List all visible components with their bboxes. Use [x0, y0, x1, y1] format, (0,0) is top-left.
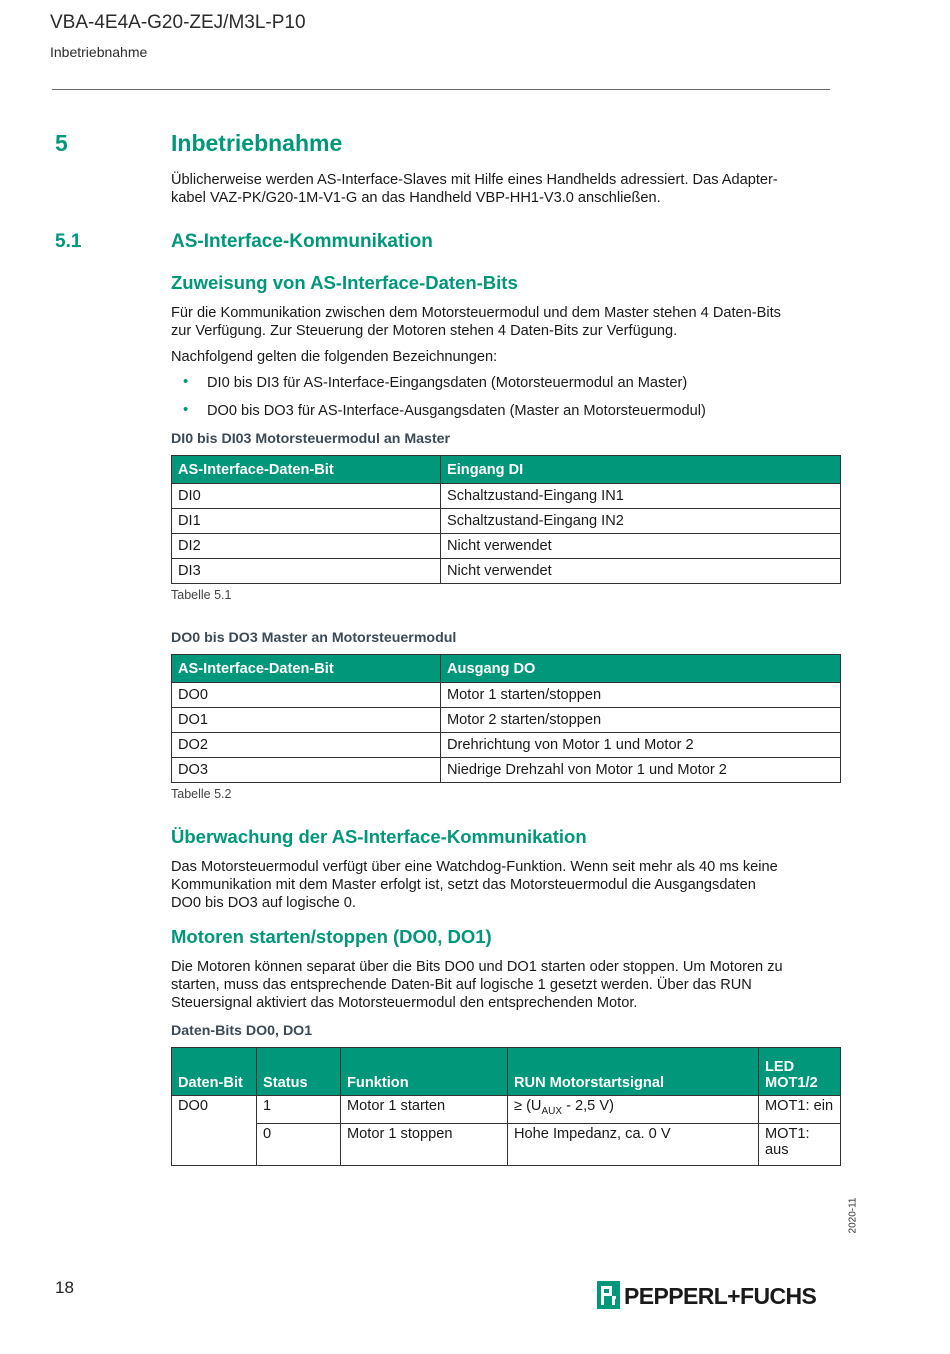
- table-row: [172, 758, 841, 783]
- paragraph-line: Das Motorsteuermodul verfügt über eine Watchdog-Funktion. Wenn seit mehr als 40 ms keine: [171, 859, 778, 875]
- table-cell: Nicht verwendet: [441, 534, 841, 559]
- paragraph-line: zur Verfügung. Zur Steuerung der Motoren stehen 4 Daten-Bits zur Verfügung.: [171, 323, 678, 339]
- section-title: AS-Interface-Kommunikation: [171, 231, 433, 252]
- cell-line: MOT1:: [765, 1126, 810, 1142]
- subsection-title-ueberwachung: Überwachung der AS-Interface-Kommunikation: [171, 826, 587, 847]
- table-cell: Motor 2 starten/stoppen: [441, 708, 841, 733]
- pepperl-fuchs-logo-icon: [597, 1281, 620, 1309]
- chapter-title: Inbetriebnahme: [171, 130, 343, 156]
- brand-wordmark: PEPPERL+FUCHS: [624, 1283, 817, 1309]
- chapter-number: 5: [55, 130, 68, 156]
- table-daten-bits: [171, 1047, 841, 1166]
- subsection-title-motoren: Motoren starten/stoppen (DO0, DO1): [171, 926, 492, 947]
- subsection-paragraph: [171, 958, 843, 1012]
- chapter-intro: [171, 171, 843, 207]
- table-label: Tabelle 5.1: [171, 588, 232, 602]
- table-header-cell: [759, 1048, 841, 1096]
- table-header-cell: RUN Motorstartsignal: [508, 1048, 759, 1096]
- paragraph-line: Kommunikation mit dem Master erfolgt ist, setzt das Motorsteuermodul die Ausgangsdaten: [171, 877, 756, 893]
- chapter-intro-line: kabel VAZ-PK/G20-1M-V1-G an das Handheld VBP-HH1-V3.0 anschließen.: [171, 190, 661, 206]
- table-row: [172, 708, 841, 733]
- table-row: [172, 559, 841, 584]
- table-cell: Motor 1 starten/stoppen: [441, 683, 841, 708]
- table-cell: DI1: [172, 509, 441, 534]
- table-di-bits: [171, 455, 841, 584]
- table-row: [172, 1096, 841, 1124]
- bullet-icon: •: [183, 401, 189, 418]
- table-header-cell: AS-Interface-Daten-Bit: [172, 655, 441, 683]
- table-header-row: [172, 1048, 841, 1096]
- table-cell: DO0: [172, 1096, 257, 1166]
- bullet-item: DI0 bis DI3 für AS-Interface-Eingangsdaten (Motorsteuermodul an Master): [207, 375, 688, 391]
- table-cell: DI3: [172, 559, 441, 584]
- subsection-paragraph: Nachfolgend gelten die folgenden Bezeichnungen:: [171, 349, 498, 365]
- table-header-cell: Ausgang DO: [441, 655, 841, 683]
- table-cell: Drehrichtung von Motor 1 und Motor 2: [441, 733, 841, 758]
- table-cell: Niedrige Drehzahl von Motor 1 und Motor 2: [441, 758, 841, 783]
- header-divider: [52, 89, 830, 90]
- table-cell: Nicht verwendet: [441, 559, 841, 584]
- paragraph-line: DO0 bis DO3 auf logische 0.: [171, 895, 356, 911]
- table-cell: DO0: [172, 683, 441, 708]
- subsection-paragraph: [171, 858, 843, 912]
- table-row: [172, 484, 841, 509]
- table-row: [172, 733, 841, 758]
- paragraph-line: Die Motoren können separat über die Bits DO0 und DO1 starten oder stoppen. Um Motoren zu: [171, 959, 783, 975]
- table-cell: MOT1: ein: [759, 1096, 841, 1124]
- section-number: 5.1: [55, 231, 82, 252]
- run-signal-suffix: - 2,5 V): [562, 1098, 614, 1114]
- table-caption: DI0 bis DI03 Motorsteuermodul an Master: [171, 431, 451, 447]
- document-product-title: VBA-4E4A-G20-ZEJ/M3L-P10: [50, 12, 306, 33]
- table-cell: DO1: [172, 708, 441, 733]
- table-cell: Hohe Impedanz, ca. 0 V: [508, 1124, 759, 1166]
- page-number: 18: [55, 1278, 74, 1297]
- table-cell: 1: [257, 1096, 341, 1124]
- chapter-intro-line: Üblicherweise werden AS-Interface-Slaves mit Hilfe eines Handhelds adressiert. Das Adapter-: [171, 172, 778, 188]
- table-cell: 0: [257, 1124, 341, 1166]
- subsection-paragraph: [171, 304, 843, 340]
- table-cell: [759, 1124, 841, 1166]
- table-cell: DO2: [172, 733, 441, 758]
- table-caption: DO0 bis DO3 Master an Motorsteuermodul: [171, 630, 457, 646]
- document-section-name: Inbetriebnahme: [50, 44, 148, 60]
- table-header-cell: Status: [257, 1048, 341, 1096]
- table-cell: DI2: [172, 534, 441, 559]
- table-row: [172, 534, 841, 559]
- header-line: LED: [765, 1059, 795, 1075]
- table-do-bits: [171, 654, 841, 783]
- table-caption: Daten-Bits DO0, DO1: [171, 1023, 313, 1039]
- table-cell: DI0: [172, 484, 441, 509]
- table-header-row: [172, 456, 841, 484]
- bullet-icon: •: [183, 373, 189, 390]
- table-cell: Schaltzustand-Eingang IN2: [441, 509, 841, 534]
- table-header-row: [172, 655, 841, 683]
- table-cell: Motor 1 stoppen: [341, 1124, 508, 1166]
- table-header-cell: AS-Interface-Daten-Bit: [172, 456, 441, 484]
- paragraph-line: Steuersignal aktiviert das Motorsteuermodul den entsprechenden Motor.: [171, 995, 638, 1011]
- paragraph-line: starten, muss das entsprechende Daten-Bit auf logische 1 gesetzt werden. Über das RUN: [171, 977, 752, 993]
- table-cell: [508, 1096, 759, 1124]
- revision-date: 2020-11: [847, 1197, 859, 1234]
- paragraph-line: Für die Kommunikation zwischen dem Motorsteuermodul und dem Master stehen 4 Daten-Bits: [171, 305, 781, 321]
- bullet-item: DO0 bis DO3 für AS-Interface-Ausgangsdaten (Master an Motorsteuermodul): [207, 403, 706, 419]
- table-cell: DO3: [172, 758, 441, 783]
- table-cell: Schaltzustand-Eingang IN1: [441, 484, 841, 509]
- run-signal-subscript: AUX: [541, 1105, 563, 1117]
- run-signal-prefix: ≥ (U: [514, 1098, 542, 1114]
- table-header-cell: Funktion: [341, 1048, 508, 1096]
- subsection-title-daten-bits: Zuweisung von AS-Interface-Daten-Bits: [171, 272, 518, 293]
- table-row: [172, 1124, 841, 1166]
- table-row: [172, 683, 841, 708]
- table-row: [172, 509, 841, 534]
- table-header-cell: Eingang DI: [441, 456, 841, 484]
- table-header-cell: Daten-Bit: [172, 1048, 257, 1096]
- cell-line: aus: [765, 1142, 789, 1158]
- table-cell: Motor 1 starten: [341, 1096, 508, 1124]
- header-line: MOT1/2: [765, 1075, 818, 1091]
- table-label: Tabelle 5.2: [171, 787, 232, 801]
